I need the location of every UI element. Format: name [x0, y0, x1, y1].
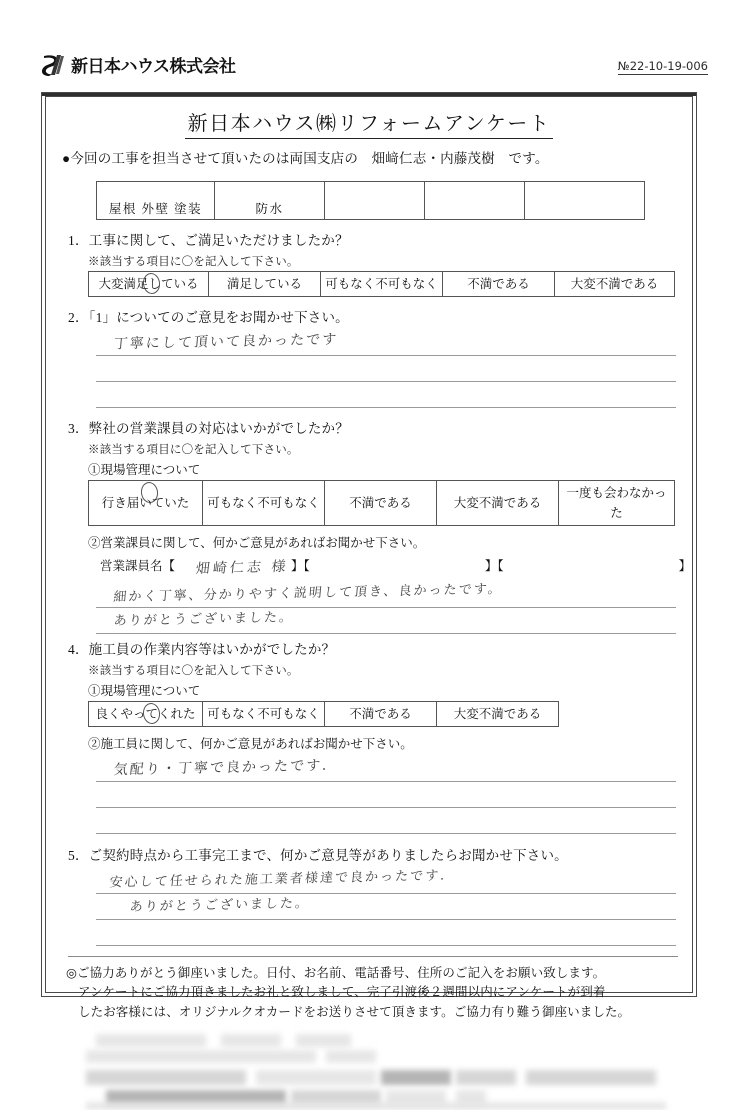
worktype-cell-5[interactable] — [525, 182, 645, 220]
footer-separator — [68, 956, 678, 957]
question-2-text: 2．「1」についてのご意見をお聞かせ下さい。 — [68, 310, 349, 325]
answer-line[interactable] — [96, 920, 676, 946]
table-row — [97, 182, 645, 220]
q1-option-0[interactable]: 大変満足している — [89, 272, 209, 297]
selection-circle-icon — [140, 481, 160, 504]
q4-handwriting-line-1: 気配り・丁寧で良かったです. — [113, 757, 330, 779]
staff-name-row — [100, 556, 692, 580]
answer-line[interactable] — [96, 782, 676, 808]
q4-option-2[interactable]: 不満である — [325, 702, 437, 727]
staff-name-bracket-open-3: 【 — [497, 559, 504, 573]
staff-name-bracket-open-2: 【 — [303, 559, 310, 573]
question-3-subhead: ①現場管理について — [88, 463, 201, 477]
answer-line[interactable] — [96, 356, 676, 382]
question-4-text: 4．施工員の作業内容等はいかがでしたか？ — [68, 642, 336, 657]
staff-name-bracket-open-1: 【 — [162, 559, 176, 573]
footer-line-3: したお客様には、オリジナルクオカードをお送りさせて頂きます。ご協力有り難う御座いました。 — [78, 1004, 631, 1019]
q3-option-2[interactable]: 不満である — [325, 481, 437, 526]
footer-line-2: アンケートにご協力頂きましたお礼と致しまして、完了引渡後２週間以内にアンケートが到着 — [78, 985, 606, 1000]
question-3-comment-prompt: ②営業課員に関して、何かご意見があればお聞かせ下さい。 — [88, 536, 426, 550]
q3-handwriting-line-1: 細かく丁寧、分かりやすく説明して頂き、良かったです。 — [112, 581, 504, 606]
q4-option-0[interactable]: 良くやってくれた — [89, 702, 203, 727]
table-row — [89, 481, 675, 526]
question-3-note: ※該当する項目に〇を記入して下さい。 — [88, 444, 299, 456]
q5-handwriting-line-1: 安心して任せられた施工業者様達で良かったです. — [108, 868, 447, 891]
question-4-subhead: ①現場管理について — [88, 684, 201, 698]
staff-name-handwriting: 畑崎仁志 様 — [194, 558, 290, 578]
question-4-options — [88, 701, 559, 727]
q3-option-1[interactable]: 可もなく不可もなく — [203, 481, 325, 526]
form-frame — [41, 92, 697, 1019]
q2-handwriting-line-1: 丁寧にして頂いて良かったです — [113, 331, 339, 353]
q3-option-3[interactable]: 大変不満である — [437, 481, 559, 526]
q3-option-4[interactable]: 一度も会わなかった — [559, 481, 675, 526]
worktype-table-wrap — [96, 181, 680, 220]
worktype-cell-2[interactable]: 防水 — [215, 182, 325, 220]
q1-option-3[interactable]: 不満である — [443, 272, 555, 297]
question-4-comment-prompt: ②施工員に関して、何かご意見があればお聞かせ下さい。 — [88, 737, 413, 751]
answer-line[interactable] — [96, 382, 676, 408]
staff-name-label: 営業課員名 — [100, 559, 163, 573]
staff-name-bracket-close-1: 】 — [291, 559, 304, 573]
question-3-options — [88, 480, 675, 526]
q5-handwriting-line-2: ありがとうございました。 — [129, 896, 311, 915]
worktype-cell-4[interactable] — [425, 182, 525, 220]
question-1-text: 1．工事に関して、ご満足いただけましたか？ — [68, 233, 349, 248]
question-5-answer-area[interactable] — [96, 868, 680, 946]
selection-circle-icon — [142, 702, 162, 725]
question-4-options-wrap — [88, 701, 680, 727]
question-3-options-wrap — [88, 480, 680, 526]
table-row — [89, 272, 675, 297]
worktype-cell-3[interactable] — [325, 182, 425, 220]
question-1-options — [88, 271, 675, 297]
worktype-table — [96, 181, 645, 220]
redacted-personal-info — [86, 1032, 686, 1110]
q3-option-0[interactable]: 行き届いていた — [89, 481, 203, 526]
brand-block — [40, 52, 236, 77]
staff-name-bracket-close-2: 】 — [484, 559, 498, 573]
selection-circle-icon — [142, 272, 162, 295]
page-title-text: 新日本ハウス㈱リフォームアンケート — [185, 107, 554, 139]
question-3-answer-area[interactable] — [96, 582, 680, 634]
company-name: 新日本ハウス株式会社 — [71, 57, 236, 77]
q1-option-1[interactable]: 満足している — [209, 272, 321, 297]
question-2-answer-area[interactable] — [96, 330, 680, 408]
worktype-cell-1[interactable]: 屋根 外壁 塗装 — [97, 182, 215, 220]
staff-name-bracket-close-3: 】 — [678, 559, 692, 573]
intro-line — [62, 147, 680, 167]
question-5-text: 5．ご契約時点から工事完工まで、何かご意見等がありましたらお聞かせ下さい。 — [68, 848, 568, 863]
q4-option-1[interactable]: 可もなく不可もなく — [203, 702, 325, 727]
q3-handwriting-line-2: ありがとうございました。 — [113, 610, 295, 629]
form-content — [42, 93, 696, 1019]
intro-suffix: です。 — [508, 151, 549, 166]
q1-option-2[interactable]: 可もなく不可もなく — [321, 272, 443, 297]
answer-line[interactable] — [96, 808, 676, 834]
intro-staff-names: 畑﨑仁志・内藤茂樹 — [371, 151, 495, 166]
footer-note — [66, 964, 680, 1022]
question-4-answer-area[interactable] — [96, 756, 680, 834]
document-number: №22-10-19-006 — [617, 59, 708, 73]
page-title — [58, 107, 680, 139]
question-4-note: ※該当する項目に〇を記入して下さい。 — [88, 665, 299, 677]
page-header — [0, 0, 730, 90]
question-1-note: ※該当する項目に〇を記入して下さい。 — [88, 256, 299, 268]
intro-prefix: ●今回の工事を担当させて頂いたのは両国支店の — [62, 151, 359, 166]
q1-option-4[interactable]: 大変不満である — [555, 272, 675, 297]
q4-option-3[interactable]: 大変不満である — [437, 702, 559, 727]
question-1-options-wrap — [88, 271, 680, 297]
table-row — [89, 702, 559, 727]
shinnihon-house-logo-icon — [40, 53, 66, 77]
question-3-text: 3．弊社の営業課員の対応はいかがでしたか？ — [68, 421, 349, 436]
footer-line-1: ◎ご協力ありがとう御座いました。日付、お名前、電話番号、住所のご記入をお願い致します。 — [66, 966, 606, 980]
